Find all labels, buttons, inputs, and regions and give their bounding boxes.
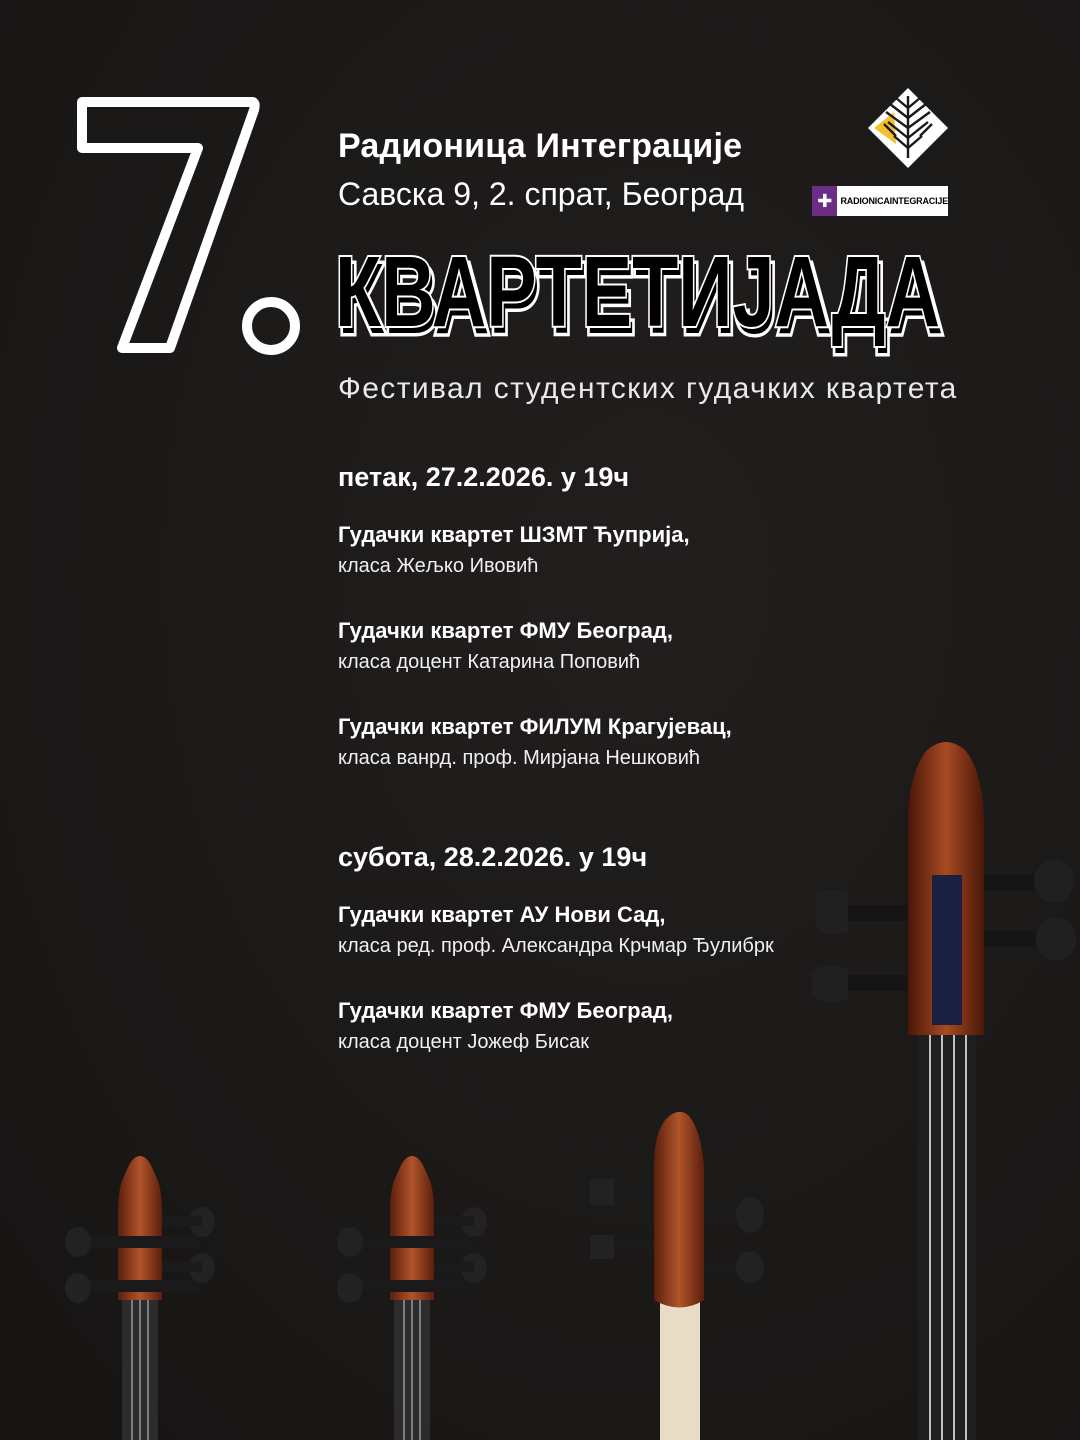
ensemble-name: Гудачки квартет АУ Нови Сад, (338, 902, 666, 927)
edition-ordinal-mark (247, 302, 295, 350)
ensemble-class: класа доцент Катарина Поповић (338, 651, 641, 673)
svg-text:КВАРТЕТИЈАДА: КВАРТЕТИЈАДА (338, 248, 943, 355)
ensemble-class: класа ванрд. проф. Мирјана Нешковић (338, 747, 700, 769)
venue-block (338, 124, 818, 216)
ensemble-class: класа доцент Јожеф Бисак (338, 1031, 589, 1053)
radionica-logo-text: RADIONICAINTEGRACIJE (840, 196, 948, 206)
venue-name: Радионица Интеграције (338, 127, 743, 165)
violin-scroll-icon (60, 1150, 220, 1440)
ensemble-class: класа ред. проф. Александра Крчмар Ђулибрк (338, 935, 774, 957)
day-section (338, 458, 898, 774)
viola-scroll-icon (584, 1105, 774, 1440)
radionica-logo (812, 186, 948, 216)
ensemble-name: Гудачки квартет ФМУ Београд, (338, 618, 673, 643)
cello-scroll-icon (808, 735, 1080, 1440)
ensemble-item (338, 520, 898, 582)
ensemble-name: Гудачки квартет ФИЛУМ Крагујевац, (338, 714, 732, 739)
day-heading: субота, 28.2.2026. у 19ч (338, 842, 648, 872)
edition-number (70, 80, 320, 380)
violin-scroll-icon (332, 1150, 492, 1440)
ensemble-name: Гудачки квартет ФМУ Београд, (338, 998, 673, 1023)
festival-subtitle: Фестивал студентских гудачких квартета (338, 372, 958, 405)
ensemble-class: класа Жељко Ивовић (338, 555, 539, 577)
ensemble-name: Гудачки квартет ШЗМТ Ћуприја, (338, 522, 690, 547)
venue-address: Савска 9, 2. спрат, Београд (338, 176, 745, 212)
cross-logo-icon: ✚ (812, 186, 837, 216)
festival-title (330, 248, 960, 358)
day-heading: петак, 27.2.2026. у 19ч (338, 462, 630, 492)
tree-logo-icon (866, 86, 950, 170)
ensemble-item (338, 616, 898, 678)
svg-text:КВАРТЕТИЈАДА: КВАРТЕТИЈАДА (335, 248, 940, 348)
